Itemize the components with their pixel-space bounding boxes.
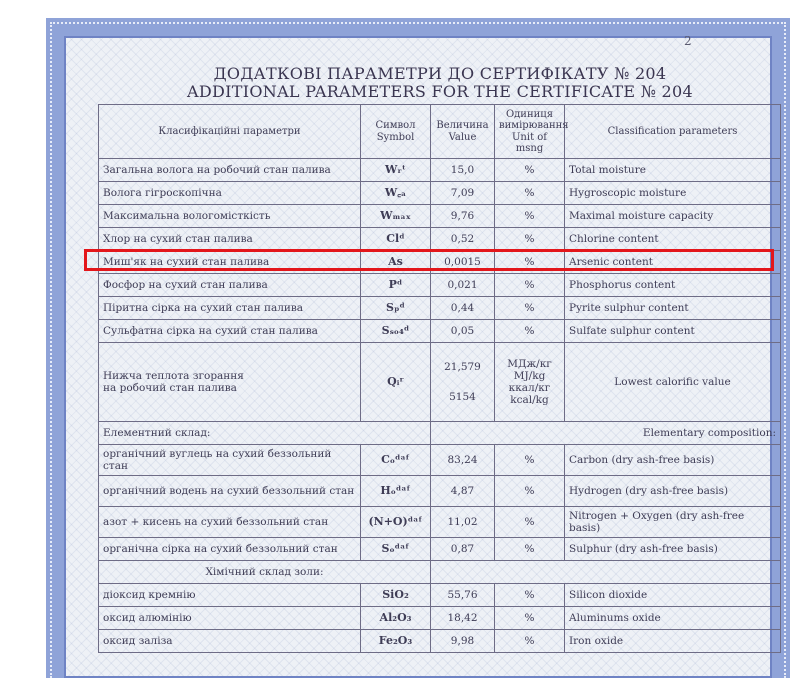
table-row: органічна сірка на сухий беззольний стан Sₒᵈᵃᶠ 0,87 % Sulphur (dry ash-free basis) [99, 538, 781, 561]
table-row: Волога гігроскопічна W꜀ₐ 7,09 % Hygroscopic moisture [99, 182, 781, 205]
table-header [99, 105, 781, 159]
table-row: органічний вуглець на сухий беззольний стан Cₒᵈᵃᶠ 83,24 % Carbon (dry ash-free basis) [99, 445, 781, 476]
parameters-table [98, 104, 781, 653]
arsenic-highlight-box [84, 249, 774, 271]
table-row: оксид алюмінію Al₂O₃ 18,42 % Aluminums oxide [99, 607, 781, 630]
header-param: Класифікаційні параметри [99, 105, 361, 159]
section-ash: Хімічний склад золи: [99, 561, 781, 584]
table-row: Максимальна вологомісткість Wₘₐₓ 9,76 % Maximal moisture capacity [99, 205, 781, 228]
section-elementary: Елементний склад: Elementary composition: [99, 422, 781, 445]
header-symbol: Символ Symbol [361, 105, 431, 159]
table-row: діоксид кремнію SiO₂ 55,76 % Silicon dioxide [99, 584, 781, 607]
table-row: азот + кисень на сухий беззольний стан (N+O)ᵈᵃᶠ 11,02 % Nitrogen + Oxygen (dry ash-free basis) [99, 507, 781, 538]
table-row: Хлор на сухий стан палива Clᵈ 0,52 % Chlorine content [99, 228, 781, 251]
header-classification: Classification parameters [565, 105, 781, 159]
header-value: Величина Value [431, 105, 495, 159]
header-unit: Одиниця вимірювання Unit of msng [495, 105, 565, 159]
page-number: 2 [684, 34, 692, 48]
title-english: ADDITIONAL PARAMETERS FOR THE CERTIFICATE № 204 [187, 82, 693, 101]
table-row: Фосфор на сухий стан палива Pᵈ 0,021 % Phosphorus content [99, 274, 781, 297]
table-row-calorific: Нижча теплота згорання на робочий стан палива Qᵢʳ 21,579 5154 МДж/кг MJ/kg ккал/кг kcal/kg Lowest calorific value [99, 343, 781, 422]
title-ukrainian: ДОДАТКОВІ ПАРАМЕТРИ ДО СЕРТИФІКАТУ № 204 [213, 64, 667, 83]
table-row: Загальна волога на робочий стан палива Wᵣᵗ 15,0 % Total moisture [99, 159, 781, 182]
table-row-arsenic: Миш'як на сухий стан палива As 0,0015 % Arsenic content [99, 251, 781, 274]
table-row: Сульфатна сірка на сухий стан палива Sₛₒ₄ᵈ 0,05 % Sulfate sulphur content [99, 320, 781, 343]
table-row: органічний водень на сухий беззольний стан Hₒᵈᵃᶠ 4,87 % Hydrogen (dry ash-free basis) [99, 476, 781, 507]
table-row: оксид заліза Fe₂O₃ 9,98 % Iron oxide [99, 630, 781, 653]
table-row: Піритна сірка на сухий стан палива Sₚᵈ 0,44 % Pyrite sulphur content [99, 297, 781, 320]
